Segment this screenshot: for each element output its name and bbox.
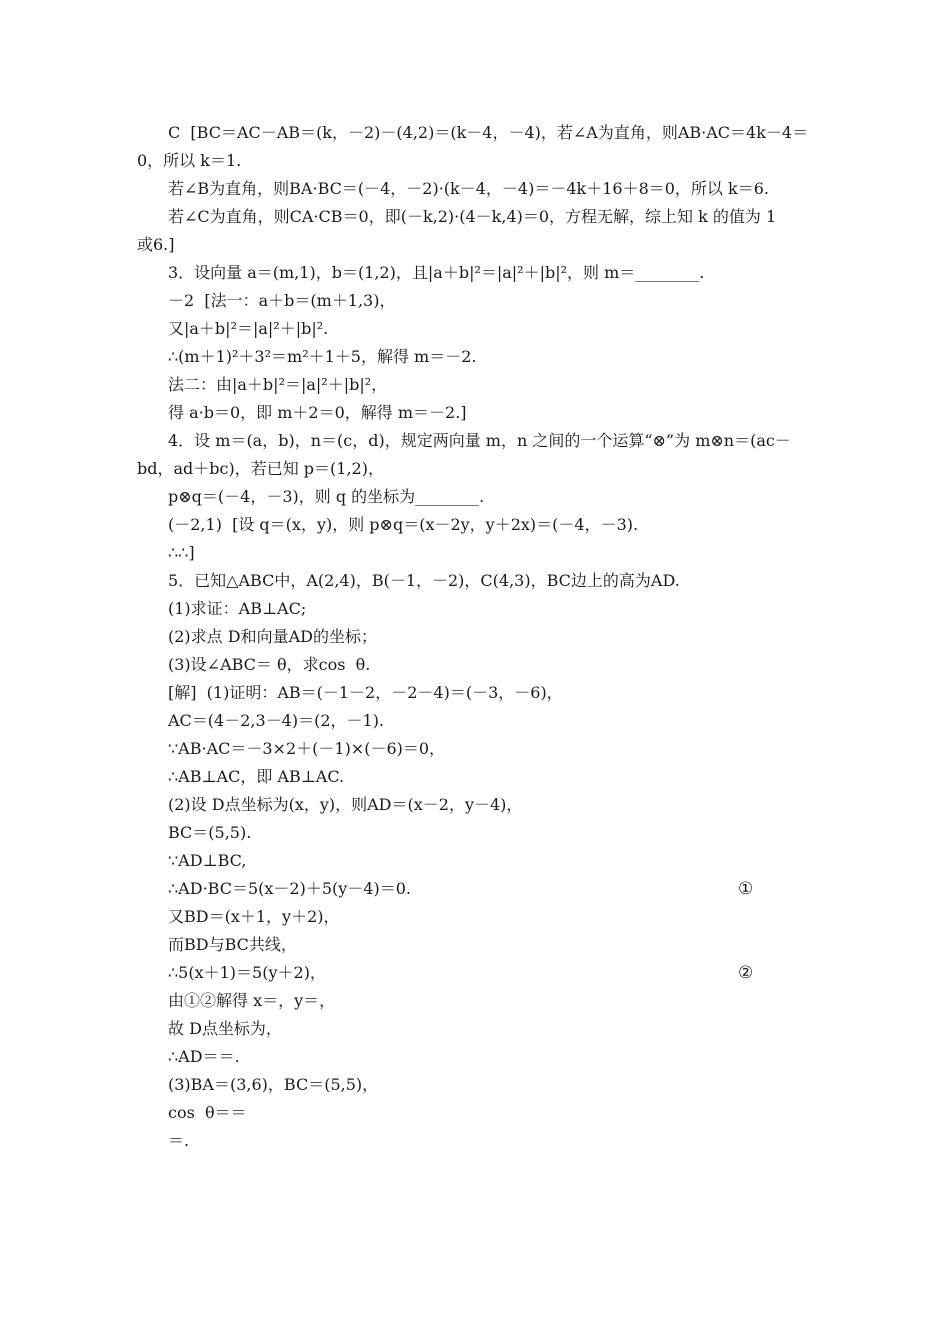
text-line: ＝. — [168, 1131, 190, 1150]
text-line: ∴AD·BC＝5(x－2)＋5(y－4)＝0. — [168, 879, 411, 898]
text-line: 法二：由|a＋b|²＝|a|²＋|b|²， — [168, 375, 388, 394]
text-line: (2)设 D点坐标为(x，y)，则AD＝(x－2，y－4)， — [168, 795, 523, 814]
text-line: ∴AB⊥AC，即 AB⊥AC. — [168, 767, 345, 786]
text-line: (3)设∠ABC＝ θ，求cos θ. — [168, 655, 371, 674]
text-line: (－2,1) [设 q＝(x，y)，则 p⊗q＝(x－2y，y＋2x)＝(－4，－3). — [168, 515, 639, 534]
text-line: 或6.] — [137, 235, 175, 254]
text-line: p⊗q＝(－4，－3)，则 q 的坐标为________. — [168, 487, 485, 506]
text-line: 3．设向量 a＝(m,1)，b＝(1,2)，且|a＋b|²＝|a|²＋|b|²，则 m＝________. — [168, 263, 705, 282]
text-line: ∴(m＋1)²＋3²＝m²＋1＋5，解得 m＝－2. — [168, 347, 477, 366]
text-line: (1)求证：AB⊥AC; — [168, 599, 307, 618]
text-line: ∵AB·AC＝－3×2＋(－1)×(－6)＝0， — [168, 739, 446, 758]
text-line: －2 [法一：a＋b＝(m＋1,3)， — [168, 291, 396, 310]
text-line: (3)BA＝(3,6)，BC＝(5,5)， — [168, 1075, 379, 1094]
text-line: BC＝(5,5). — [168, 823, 252, 842]
text-line: cos θ＝＝ — [168, 1103, 247, 1122]
text-line: bd，ad＋bc)，若已知 p＝(1,2)， — [137, 459, 384, 478]
text-line: ∴AD＝＝. — [168, 1047, 240, 1066]
equation-number: ① — [738, 879, 754, 899]
text-line: 4．设 m＝(a，b)，n＝(c，d)，规定两向量 m，n 之间的一个运算“⊗”为 m⊗n＝(ac－ — [168, 431, 791, 450]
text-line: 由①②解得 x＝，y＝， — [168, 991, 336, 1010]
text-line: 得 a·b＝0，即 m＋2＝0，解得 m＝－2.] — [168, 403, 467, 422]
text-line: ∵AD⊥BC, — [168, 851, 247, 870]
equation-number: ② — [738, 963, 754, 983]
text-line: 故 D点坐标为， — [168, 1019, 282, 1038]
text-line: 又|a＋b|²＝|a|²＋|b|². — [168, 319, 329, 338]
text-line: AC＝(4－2,3－4)＝(2，－1). — [168, 711, 385, 730]
text-line: C [BC＝AC－AB＝(k，－2)－(4,2)＝(k－4，－4)，若∠A为直角，则AB·AC＝4k－4＝ — [168, 123, 809, 142]
text-line: ∴5(x＋1)＝5(y＋2)， — [168, 963, 326, 982]
text-line: (2)求点 D和向量AD的坐标； — [168, 627, 377, 646]
text-line: [解] (1)证明：AB＝(－1－2，－2－4)＝(－3，－6)， — [168, 683, 563, 702]
text-line: 而BD与BC共线， — [168, 935, 297, 954]
text-line: 5．已知△ABC中，A(2,4)，B(－1，－2)，C(4,3)，BC边上的高为AD. — [168, 571, 680, 590]
text-line: 又BD＝(x＋1，y＋2)， — [168, 907, 340, 926]
text-line: ∴∴] — [168, 543, 195, 562]
text-line: 若∠C为直角，则CA·CB＝0，即(－k,2)·(4－k,4)＝0，方程无解，综上知 k 的值为 1 — [168, 207, 777, 226]
text-line: 0，所以 k＝1. — [137, 151, 242, 170]
text-line: 若∠B为直角，则BA·BC＝(－4，－2)·(k－4，－4)＝－4k＋16＋8＝0，所以 k＝6. — [168, 179, 769, 198]
